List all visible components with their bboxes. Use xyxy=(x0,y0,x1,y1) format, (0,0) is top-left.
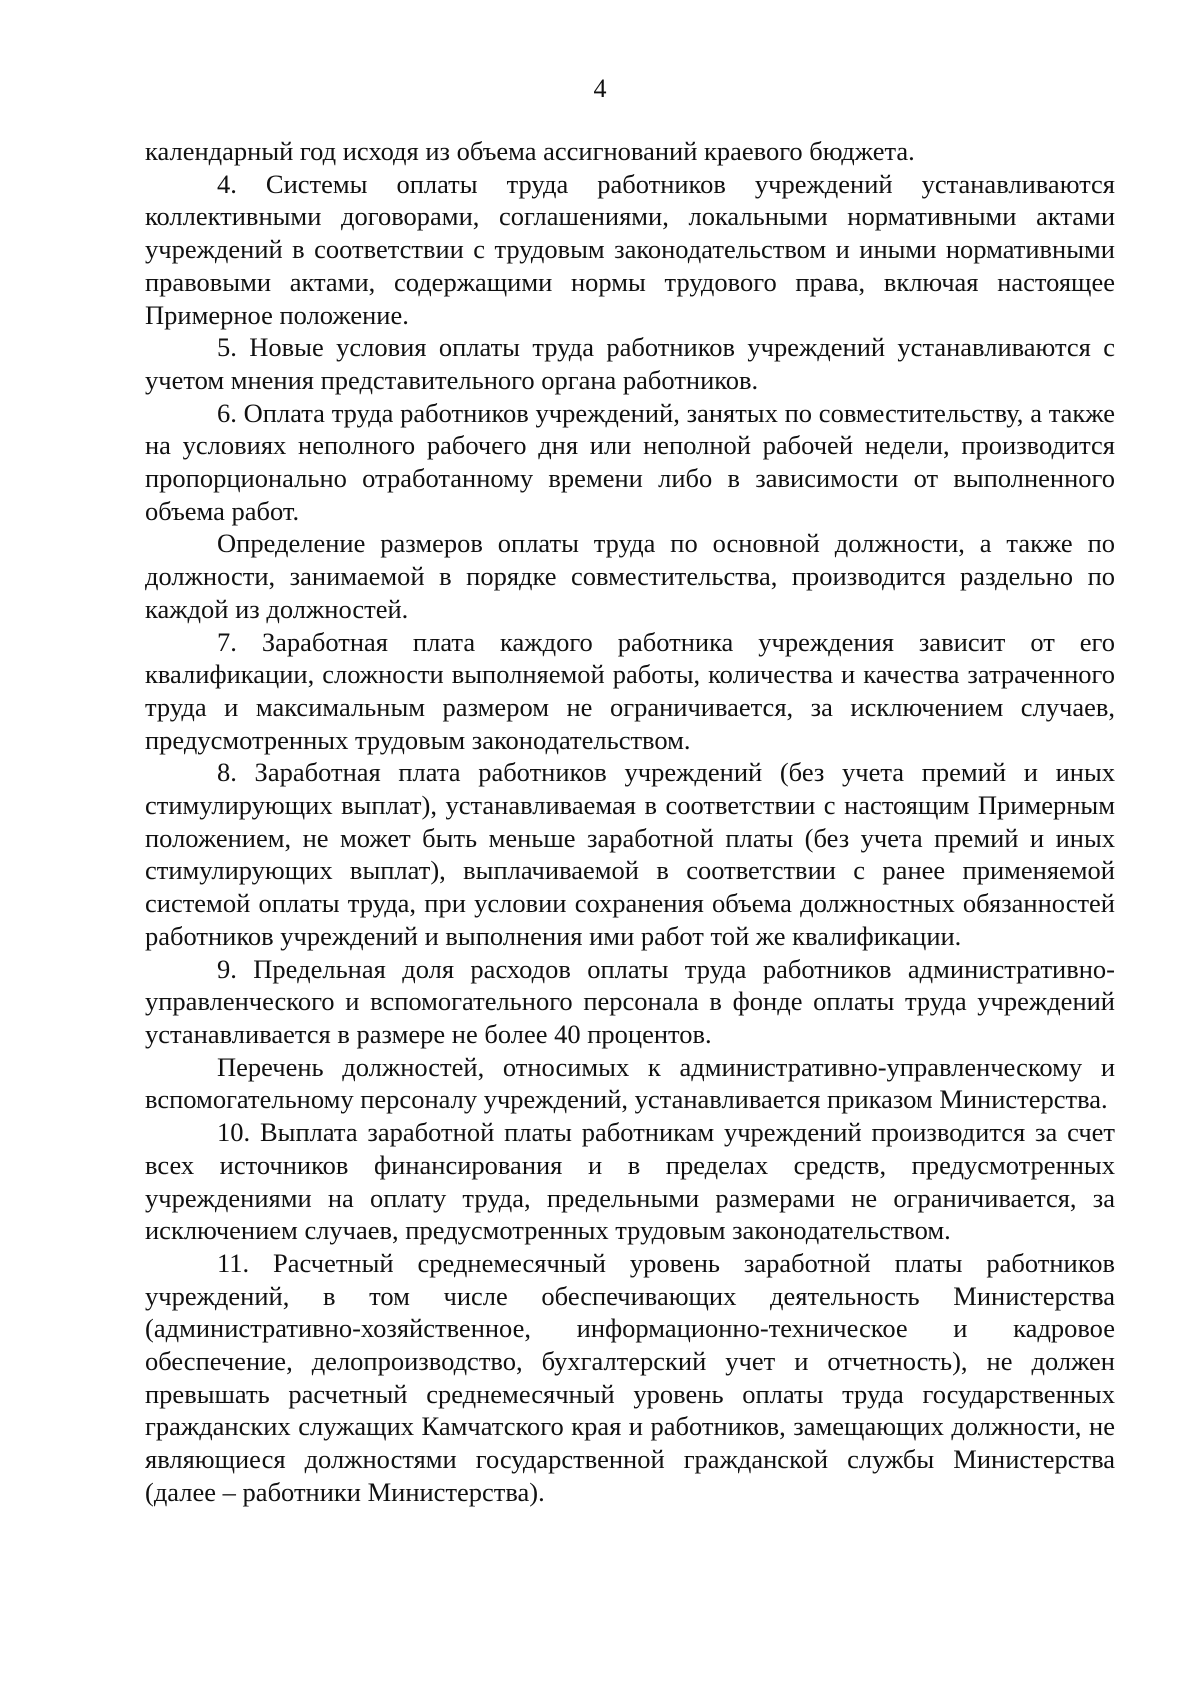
paragraph-item-11: 11. Расчетный среднемесячный уровень заработной платы работников учреждений, в том числе обеспечивающих деятельность Министерства (административно-хозяйственное, информационно-техническое и кадровое обеспечение, делопроизводство, бухгалтерский учет и отчетность), не должен превышать расчетный среднемесячный уровень оплаты труда государственных гражданских служащих Камчатского края и работников, замещающих должности, не являющиеся должностями государственной гражданской службы Министерства (далее – работники Министерства). xyxy=(145,1247,1115,1507)
paragraph-item-7: 7. Заработная плата каждого работника учреждения зависит от его квалификации, сложности выполняемой работы, количества и качества затраченного труда и максимальным размером не ограничивается, за исключением случаев, предусмотренных трудовым законодательством. xyxy=(145,626,1115,755)
paragraph-continuation: календарный год исходя из объема ассигнований краевого бюджета. xyxy=(145,136,915,166)
document-body xyxy=(145,135,1115,1509)
paragraph-item-9-continued: Перечень должностей, относимых к административно-управленческому и вспомогательному персоналу учреждений, устанавливается приказом Министерства. xyxy=(145,1051,1115,1115)
paragraph-item-8: 8. Заработная плата работников учреждений (без учета премий и иных стимулирующих выплат), устанавливаемая в соответствии с настоящим Примерным положением, не может быть меньше заработной платы (без учета премий и иных стимулирующих выплат), выплачиваемой в соответствии с ранее применяемой системой оплаты труда, при условии сохранения объема должностных обязанностей работников учреждений и выполнения ими работ той же квалификации. xyxy=(145,757,1115,951)
paragraph-item-4: 4. Системы оплаты труда работников учреждений устанавливаются коллективными договорами, соглашениями, локальными нормативными актами учреждений в соответствии с трудовым законодательством и иными нормативными правовыми актами, содержащими нормы трудового права, включая настоящее Примерное положение. xyxy=(145,168,1115,330)
paragraph-item-5: 5. Новые условия оплаты труда работников учреждений устанавливаются с учетом мнения представительного органа работников. xyxy=(145,332,1115,395)
paragraph-item-10: 10. Выплата заработной платы работникам учреждений производится за счет всех источников финансирования и в пределах средств, предусмотренных учреждениями на оплату труда, предельными размерами не ограничивается, за исключением случаев, предусмотренных трудовым законодательством. xyxy=(145,1117,1115,1246)
page-number: 4 xyxy=(593,74,607,103)
paragraph-item-6: 6. Оплата труда работников учреждений, занятых по совместительству, а также на условиях неполного рабочего дня или неполной рабочей недели, производится пропорционально отработанному времени либо в зависимости от выполненного объема работ. xyxy=(145,397,1115,526)
paragraph-item-9: 9. Предельная доля расходов оплаты труда работников административно-управленческого и вспомогательного персонала в фонде оплаты труда учреждений устанавливается в размере не более 40 процентов. xyxy=(145,953,1115,1049)
paragraph-item-6-continued: Определение размеров оплаты труда по основной должности, а также по должности, занимаемой в порядке совместительства, производится раздельно по каждой из должностей. xyxy=(145,528,1115,624)
